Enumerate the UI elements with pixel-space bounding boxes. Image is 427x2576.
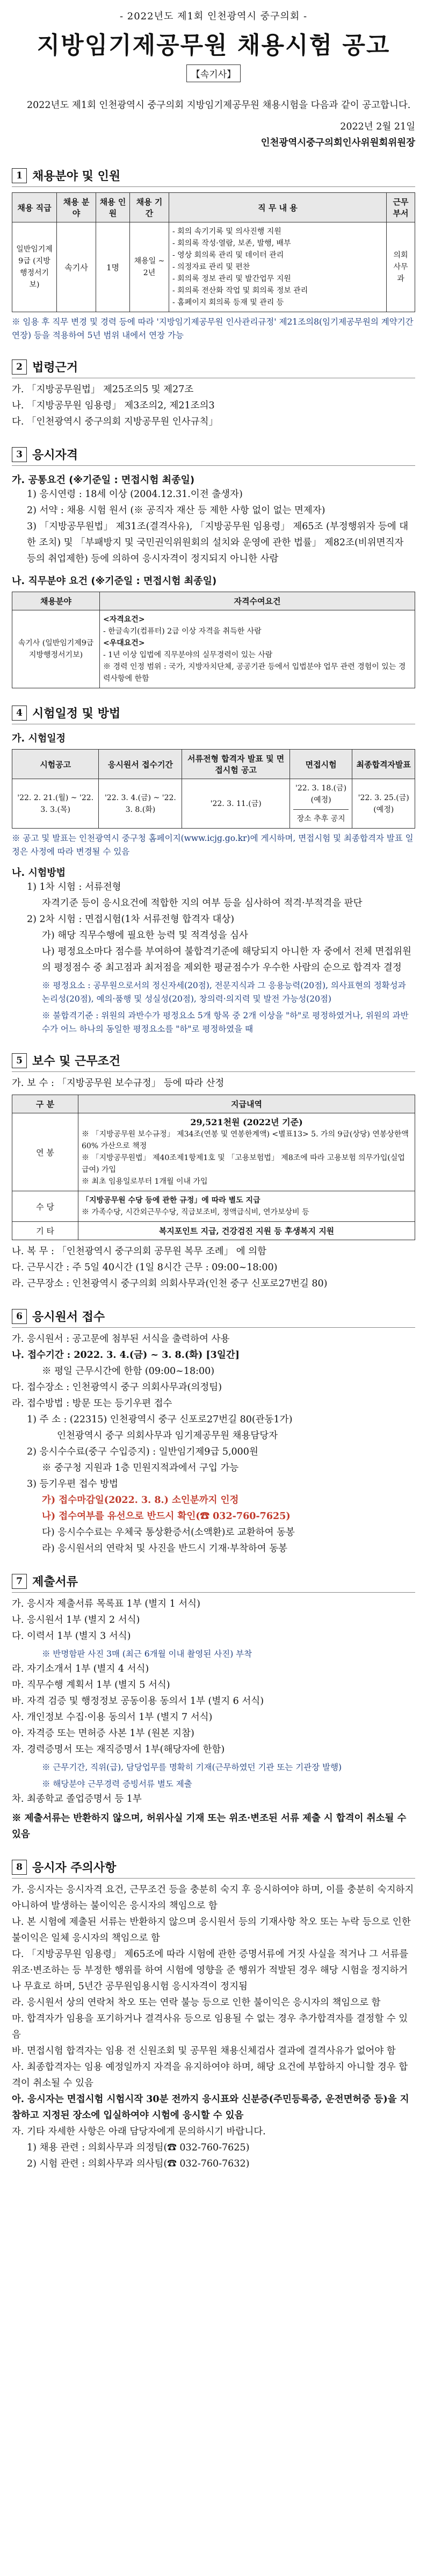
pay-intro: 가. 보 수 : 「지방공무원 보수규정」 등에 따라 산정 [12,1078,225,1089]
row-label: 연 봉 [12,1113,78,1191]
section-title: 채용분야 및 인원 [32,170,121,183]
application-item: 라. 접수방법 : 방문 또는 등기우편 접수 [12,1398,172,1409]
subsection-title: 나. 직무분야 요건 (※기준일 : 면접시험 최종일) [12,575,217,587]
subsection-title: 나. 시험방법 [12,867,66,879]
annual-total: 29,521천원 (2022년 기준) [190,1117,303,1127]
cell-schedule: '22. 3. 11.(금) [182,779,290,829]
req-line: <우대요건> [103,639,145,647]
cell-field: 속기사 (일반임기제9급 지방행정서기보) [12,610,100,688]
requirement-item: 1) 응시연령 : 18세 이상 (2004.12.31.이전 출생자) [27,489,243,500]
method-item: 나) 평정요소마다 점수를 부여하여 불합격기준에 해당되지 아니한 자 중에서 전체 면접위원의 평정점수 중 최고점과 최저점을 제외한 평균점수가 우수한 사람의 순으로 합격자 결정 [42,946,411,973]
application-item: 2) 응시수수료(중구 수입증지) : 일반임기제9급 5,000원 [27,1447,258,1457]
subsection-title: 가. 시험일정 [12,733,66,744]
section-number: 4 [12,706,27,721]
application-item: 3) 등기우편 접수 방법 [27,1479,118,1490]
application-item: 가. 응시원서 : 공고문에 첨부된 서식을 출력하여 사용 [12,1334,230,1344]
section-2-heading [12,358,415,378]
cell-field: 속기사 [57,222,96,312]
section-title: 시험일정 및 방법 [32,707,121,721]
section-number: 6 [12,1309,27,1324]
section-number: 8 [12,1860,27,1875]
section-1-heading [12,167,415,187]
cell-schedule: '22. 2. 21.(월) ~ '22. 3. 3.(목) [12,779,99,829]
application-item: 가) 접수마감일(2022. 3. 8.) 소인분까지 인정 [42,1495,239,1506]
method-item: 자격기준 등이 응시요건에 적합한 지의 여부 등을 심사하여 적격·부적격을 판단 [42,898,363,909]
cell-dept: 의회 사무과 [387,222,415,312]
method-item: 가) 해당 직무수행에 필요한 능력 및 적격성을 심사 [42,930,248,941]
section-title: 응시자 주의사항 [32,1861,117,1875]
document-note: ※ 근무기간, 직위(급), 담당업무를 명확히 기재(근무하였던 기관 또는 기관장 발행) [42,1762,342,1772]
application-item: 나. 접수기간 : 2022. 3. 4.(금) ~ 3. 8.(화) [3일간] [12,1350,240,1361]
law-item: 나. 「지방공무원 임용령」 제3조의2, 제21조의3 [12,400,215,411]
col-header: 응시원서 접수기간 [99,750,182,779]
section-title: 응시원서 접수 [32,1311,105,1324]
col-header: 채용 인원 [96,193,130,222]
notice-title: 지방임기제공무원 채용시험 공고 [37,32,390,59]
section-number: 5 [12,1053,27,1068]
section-6-heading [12,1308,415,1328]
application-item: 다) 응시수수료는 우체국 통상환증서(소액환)로 교환하여 동봉 [42,1527,295,1538]
notice-subtitle: - 2022년도 제1회 인천광역시 중구의회 - [119,11,308,22]
document-item: 다. 이력서 1부 (별지 3 서식) [12,1631,131,1642]
col-header: 지급내역 [78,1095,415,1113]
cell-schedule: '22. 3. 4.(금) ~ '22. 3. 8.(화) [99,779,182,829]
document-item: 가. 응시자 제출서류 목록표 1부 (별지 1 서식) [12,1599,200,1609]
col-header: 채용분야 [12,592,100,610]
method-note: ※ 평정요소 : 공무원으로서의 정신자세(20점), 전문지식과 그 응용능력(20점), 의사표현의 정확성과 논리성(20점), 예의·품행 및 성실성(20점), 창의력·의지력 및 발전 가능성(20점) [42,981,406,1004]
req-line: ※ 경력 인정 범위 : 국가, 지방자치단체, 공공기관 등에서 입법분야 업무 관련 경험이 있는 경력사항에 한함 [103,663,406,683]
cell-requirements [100,610,415,688]
document-note: ※ 반명함판 사진 3매 (최근 6개월 이내 촬영된 사진) 부착 [42,1649,252,1659]
method-note: ※ 불합격기준 : 위원의 과반수가 평정요소 5개 항목 중 2개 이상을 "하"로 평정하였거나, 위원의 과반수가 어느 하나의 동일한 평정요소를 "하"로 평정하였을 때 [42,1011,409,1034]
application-item: ※ 평일 근무시간에 한함 (09:00~18:00) [42,1366,215,1377]
application-item: ※ 중구청 지원과 1층 민원지적과에서 구입 가능 [42,1463,239,1473]
pay-table [12,1095,415,1240]
annual-line: ※ 「지방공무원 보수규정」 제34조(연봉 및 연봉한계액) <별표13> 5. 가의 9급(상당) 연봉상한액 60% 가산으로 책정 [82,1130,409,1150]
notice-header [12,9,415,82]
section-number: 3 [12,447,27,462]
cell-annual [78,1113,415,1191]
col-header: 직 무 내 용 [169,193,387,222]
document-item: 라. 자기소개서 1부 (별지 4 서식) [12,1664,149,1674]
cell-duties [169,222,387,312]
schedule-note: ※ 공고 및 발표는 인천광역시 중구청 홈페이지(www.icjg.go.kr)에 게시하며, 면접시험 및 최종합격자 발표 일정은 사정에 따라 변경될 수 있음 [12,833,414,857]
req-line: <자격요건> [103,615,145,624]
duty-line: - 의정자료 관리 및 편찬 [172,263,250,271]
section-1-note: ※ 임용 후 직무 변경 및 경력 등에 따라 '지방임기제공무원 인사관리규정' 제21조의8(임기제공무원의 계약기간 연장) 등을 적용하여 5년 범위 내에서 연장 가능 [12,317,414,340]
application-item: 다. 접수장소 : 인천광역시 중구 의회사무과(의정팀) [12,1382,222,1393]
notice-date: 2022년 2월 21일 [340,121,415,132]
caution-item: 바. 면접시험 합격자는 임용 전 신원조회 및 공무원 채용신체검사 결과에 결격사유가 없어야 함 [12,2046,396,2056]
section-number: 7 [12,1574,27,1589]
cell-count: 1명 [96,222,130,312]
subsection-title: 가. 공통요건 (※기준일 : 면접시험 최종일) [12,474,195,486]
law-item: 다. 「인천광역시 중구의회 지방공무원 인사규칙」 [12,416,219,427]
document-item: 바. 자격 검증 및 행정정보 공동이용 동의서 1부 (별지 6 서식) [12,1696,264,1707]
document-note: ※ 해당분야 근무경력 증빙서류 별도 제출 [42,1779,192,1789]
req-line: - 1년 이상 입법에 직무분야의 실무경력이 있는 사람 [103,651,273,659]
caution-item: 사. 최종합격자는 임용 예정일까지 자격을 유지하여야 하며, 해당 요건에 부합하지 아니할 경우 합격이 취소될 수 있음 [12,2062,408,2089]
section-title: 응시자격 [32,449,78,462]
contact-item: 1) 채용 관련 : 의회사무과 의정팀(☎ 032-760-7625) [27,2142,250,2153]
cell-schedule: '22. 3. 25.(금) (예정) [352,779,415,829]
schedule-table [12,749,415,829]
section-7-heading [12,1573,415,1593]
section-4-heading [12,704,415,724]
row-label: 기 타 [12,1222,78,1240]
col-header: 근무 부서 [387,193,415,222]
document-item: 차. 최종학교 졸업증명서 등 1부 [12,1794,142,1804]
document-item: 자. 경력증명서 또는 재직증명서 1부(해당자에 한함) [12,1744,225,1755]
interview-place: 장소 추후 공지 [293,809,349,825]
intro-text: 2022년도 제1회 인천광역시 중구의회 지방임기제공무원 채용시험을 다음과 같이 공고합니다. [27,100,411,111]
col-header: 시험공고 [12,750,99,779]
application-item: 1) 주 소 : (22315) 인천광역시 중구 신포로27번길 80(관동1가) [27,1414,293,1425]
cell-schedule [290,779,352,829]
document-item: 나. 응시원서 1부 (별지 2 서식) [12,1615,140,1625]
application-item: 라) 응시원서의 연락처 및 사진을 반드시 기재·부착하여 동봉 [42,1543,288,1554]
duty-line: - 영상 회의록 관리 및 데이터 관리 [172,251,284,260]
duty-line: - 홈페이지 회의록 등재 및 관리 등 [172,298,284,307]
document-item: 마. 직무수행 계획서 1부 (별지 5 서식) [12,1680,170,1690]
cell-rank: 일반임기제 9급 (지방행정서기보) [12,222,57,312]
section-3-heading [12,446,415,466]
document-item: 아. 자격증 또는 면허증 사본 1부 (원본 지참) [12,1728,194,1739]
document-warning: ※ 제출서류는 반환하지 않으며, 허위사실 기재 또는 위조·변조된 서류 제출 시 합격이 취소될 수 있음 [12,1813,407,1840]
col-header: 서류전형 합격자 발표 및 면접시험 공고 [182,750,290,779]
row-label: 수 당 [12,1191,78,1222]
duty-line: - 회의 속기기록 및 의사진행 지원 [172,227,281,236]
caution-item: 나. 본 시험에 제출된 서류는 반환하지 않으며 응시원서 등의 기재사항 착오 또는 누락 등으로 인한 불이익은 일체 응시자의 책임으로 함 [12,1917,411,1944]
interview-date: '22. 3. 18.(금) (예정) [295,784,347,804]
application-item: 인천광역시 중구 의회사무과 임기제공무원 채용담당자 [57,1430,278,1441]
cell-period: 채용일 ~ 2년 [130,222,169,312]
method-item: 2) 2차 시험 : 면접시험(1차 서류전형 합격자 대상) [27,914,235,925]
col-header: 자격수여요건 [100,592,415,610]
condition-item: 나. 복 무 : 「인천광역시 중구의회 공무원 복무 조례」 에 의함 [12,1246,266,1257]
caution-item: 아. 응시자는 면접시험 시험시작 30분 전까지 응시표와 신분증(주민등록증, 운전면허증 등)을 지참하고 지정된 장소에 입실하여야 시험에 응시할 수 있음 [12,2094,409,2121]
col-header: 최종합격자발표 [352,750,415,779]
cell-allowance [78,1191,415,1222]
condition-item: 다. 근무시간 : 주 5일 40시간 (1일 8시간 근무 : 09:00~18:00) [12,1262,278,1273]
contact-item: 2) 시험 관련 : 의회사무과 의사팀(☎ 032-760-7632) [27,2158,250,2169]
annual-line: ※ 「지방공무원법」 제40조제1항제1호 및 「고용보험법」 제8조에 따라 고용보험 의무가입(실업급여) 가입 [82,1154,405,1174]
annual-line: ※ 최초 임용일로부터 1개월 이내 가입 [82,1177,208,1186]
duty-line: - 회의록 정보 관리 및 발간업무 지원 [172,275,291,283]
caution-item: 라. 응시원서 상의 연락처 착오 또는 연락 불능 등으로 인한 불이익은 응시자의 책임으로 함 [12,1997,381,2008]
notice-tag: 【속기사】 [186,64,241,82]
caution-item: 가. 응시자는 응시자격 요건, 근무조건 등을 충분히 숙지 후 응시하여야 하며, 이를 충분히 숙지하지 아니하여 발생하는 불이익은 응시자의 책임으로 함 [12,1884,414,1911]
duty-line: - 회의록 작성·열람, 보존, 발행, 배부 [172,239,291,248]
allowance-line: 「지방공무원 수당 등에 관한 규정」에 따라 별도 지급 [82,1196,260,1205]
requirement-item: 2) 서약 : 채용 시험 원서 (※ 공직자 재산 등 제한 사항 없이 없는 면제자) [27,505,325,516]
notice-issuer: 인천광역시중구의회인사위원회위원장 [260,138,415,148]
condition-item: 라. 근무장소 : 인천광역시 중구의회 의회사무과(인천 중구 신포로27번길 80) [12,1278,328,1289]
req-line: - 한글속기(컴퓨터) 2급 이상 자격을 취득한 사람 [103,627,262,636]
document-item: 사. 개인정보 수집·이용 동의서 1부 (별지 7 서식) [12,1712,213,1723]
allowance-line: ※ 가족수당, 시간외근무수당, 직급보조비, 정액급식비, 연가보상비 등 [82,1208,309,1217]
caution-item: 자. 기타 자세한 사항은 아래 담당자에게 문의하시기 바랍니다. [12,2126,266,2137]
section-title: 법령근거 [32,361,78,375]
application-item: 나) 접수여부를 유선으로 반드시 확인(☎ 032-760-7625) [42,1511,291,1522]
col-header: 채용 기간 [130,193,169,222]
duty-line: - 회의록 전산화 작업 및 회의록 정보 관리 [172,286,308,295]
requirement-item: 3) 「지방공무원법」 제31조(결격사유), 「지방공무원 임용령」 제65조 (부정행위자 등에 대한 조치) 및 「부패방지 및 국민권익위원회의 설치와 운영에 관한 법률」 제82조(비위면직자 등의 취업제한) 등에 의하여 응시자격이 정지되지 아니한 사람 [27,521,409,564]
section-8-heading [12,1859,415,1879]
law-item: 가. 「지방공무원법」 제25조의5 및 제27조 [12,384,194,395]
section-title: 보수 및 근무조건 [32,1055,121,1068]
section-5-heading [12,1052,415,1072]
col-header: 채용 분야 [57,193,96,222]
section-number: 1 [12,168,27,183]
qualification-table [12,592,415,688]
col-header: 면접시험 [290,750,352,779]
col-header: 구 분 [12,1095,78,1113]
caution-item: 다. 「지방공무원 임용령」 제65조에 따라 시험에 관한 증명서류에 거짓 사실을 적거나 그 서류를 위조·변조하는 등 부정한 행위를 하여 시험에 영향을 준 행위가 적발된 경우 해당 시험을 정지하거나 무효로 하며, 5년간 공무원임용시험 응시자격이 정지됨 [12,1949,409,1992]
method-item: 1) 1차 시험 : 서류전형 [27,882,121,893]
caution-item: 마. 합격자가 임용을 포기하거나 결격사유 등으로 임용될 수 없는 경우 추가합격자를 결정할 수 있음 [12,2013,408,2040]
cell-welfare: 복지포인트 지급, 건강검진 지원 등 후생복지 지원 [78,1222,415,1240]
recruitment-table [12,192,415,312]
section-number: 2 [12,359,27,375]
col-header: 채용 직급 [12,193,57,222]
section-title: 제출서류 [32,1575,78,1589]
